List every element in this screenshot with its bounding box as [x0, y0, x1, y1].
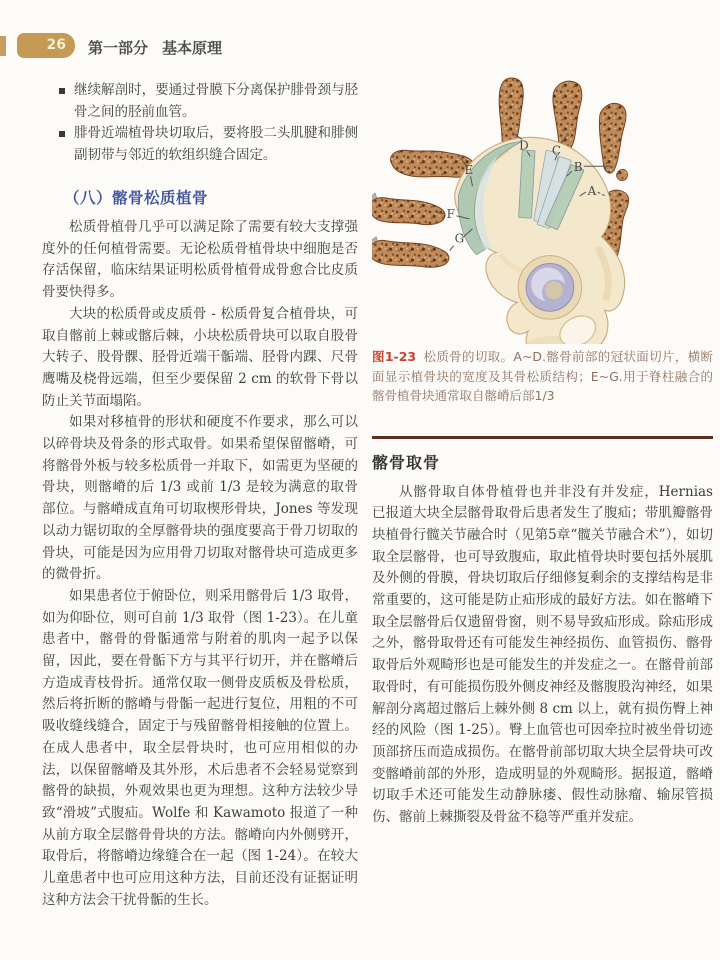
figure-letter-g: G — [454, 231, 465, 246]
right-column — [372, 56, 713, 829]
figure-letter-f: F — [446, 206, 455, 221]
figure-caption-text: 松质骨的切取。A~D.髂骨前部的冠状面切片，横断面显示植骨块的宽度及其骨松质结构；E~G.用于脊柱融合的髂骨植骨块通常取自髂嵴后部1/3 — [372, 349, 714, 403]
body-paragraph: 从髂骨取自体骨植骨也并非没有并发症，Hernias 已报道大块全层髂骨取骨后患者发生了腹疝；带肌瓣髂骨块植骨行髋关节融合时（见第5章“髋关节融合术”），如切取全层髂骨，也可导致腹疝，取此植骨块时要包括外展肌及外侧的骨膜，骨块切取后仔细修复剩余的支撑结构是非常重要的，这可能是防止疝形成的最好方法。如在髂嵴下取全层髂骨后仅遗留骨窗，则不易导致疝形成。除疝形成之外，髂骨取骨还有可能发生神经损伤、血管损伤、髂骨取骨后外观畸形也是可能发生的并发症之一。在髂骨前部取骨时，有可能损伤股外侧皮神经及髂腹股沟神经，如果解剖分离超过髂后上棘外侧 8 cm 以上，就有损伤臀上神经的风险（图 1-25）。臀上血管也可因牵拉时被坐骨切迹顶部挤压而造成损伤。在髂骨前部切取大块全层骨块可改变髂嵴前部的外形，造成明显的外观畸形。据报道，髂嵴切取手术还可能发生动静脉瘘、假性动脉瘤、输尿管损伤、髂前上棘撕裂及骨盆不稳等严重并发症。 — [372, 483, 713, 826]
figure-letter-c: C — [551, 143, 562, 158]
page-number: 26 — [46, 37, 66, 53]
part-title: 基本原理 — [162, 39, 223, 57]
figure-number: 图1-23 — [372, 349, 417, 364]
ilium-graft-illustration — [372, 56, 713, 344]
acetabulum — [518, 256, 582, 320]
page-number-badge — [17, 33, 75, 58]
body-paragraph: 松质骨植骨几乎可以满足除了需要有较大支撑强度外的任何植骨需要。无论松质骨植骨块中细胞是否存活保留，临床结果证明松质骨植骨成骨愈合比皮质骨要快得多。 — [42, 219, 358, 301]
bone-section-b-graft — [599, 103, 627, 180]
bone-section-f-graft — [372, 193, 445, 225]
bone-section-g-graft — [372, 237, 449, 268]
bullet-item: 腓骨近端植骨块切取后，要将股二头肌腱和腓侧副韧带与邻近的软组织缝合固定。 — [58, 123, 358, 166]
running-header — [88, 37, 222, 58]
section-heading-iliac-harvest: 髂骨取骨 — [372, 452, 441, 472]
body-paragraph: 大块的松质骨或皮质骨 - 松质骨复合植骨块，可取自髂前上棘或髂后棘，小块松质骨块可以取自股骨大转子、股骨髁、胫骨近端干骺端、胫骨内踝、尺骨鹰嘴及桡骨远端，但至少要保留 2 cm 的软骨下骨以防止关节面塌陷。 — [42, 305, 358, 409]
part-label: 第一部分 — [88, 39, 149, 57]
figure-letter-d: D — [519, 138, 529, 153]
bullet-item: 继续解剖时，要通过骨膜下分离保护腓骨颈与胫骨之间的胫前血管。 — [58, 80, 358, 123]
left-column — [42, 80, 358, 912]
figure-letter-a: A — [587, 184, 597, 199]
bullet-list — [58, 80, 358, 166]
figure-caption — [372, 347, 713, 406]
section-divider — [372, 436, 713, 439]
figure-letter-e: E — [464, 163, 474, 178]
chapter-edge-tab — [0, 36, 6, 56]
body-paragraph: 如果患者位于俯卧位，则采用髂骨后 1/3 取骨，如为仰卧位，则可自前 1/3 取骨（图 1-23）。在儿童患者中，髂骨的骨骺通常与附着的肌肉一起予以保留，因此，要在骨骺下方与其平行切开，并在髂嵴后方造成青枝骨折。通常仅取一侧骨皮质板及骨松质，然后将折断的髂嵴与骨骺一起进行复位，用粗的不可吸收缝线缝合，固定于与残留髂骨相接触的位置上。在成人患者中，取全层骨块时，也可应用相似的办法，以保留髂嵴及其外形，术后患者不会轻易觉察到髂骨的缺损，外观效果也更为理想。这种方法较少导致“滑坡”式腹疝。Wolfe 和 Kawamoto 报道了一种从前方取全层髂骨骨块的方法。髂嵴向内外侧劈开，取骨后，将髂嵴边缘缝合在一起（图 1-24）。在较大儿童患者中也可应用这种方法，目前还没有证据证明这种方法会干扰骨骺的生长。 — [42, 587, 358, 908]
subsection-heading: （八）髂骨松质植骨 — [64, 189, 209, 207]
bone-section-e-graft — [391, 150, 474, 177]
body-paragraph: 如果对移植骨的形状和硬度不作要求，那么可以以碎骨块及骨条的形式取骨。如果希望保留髂嵴，可将髂骨外板与较多松质骨一并取下，如需更为坚硬的骨块，则髂嵴的后 1/3 或前 1/3 是较为满意的取骨部位。与髂嵴成直角可切取楔形骨块，Jones 等发现以动力锯切取的全厚髂骨块的强度要高于骨刀切取的骨块，可能是因为应用骨刀切取对髂骨块可造成更多的微骨折。 — [42, 414, 358, 583]
figure-letter-b: B — [573, 160, 583, 175]
